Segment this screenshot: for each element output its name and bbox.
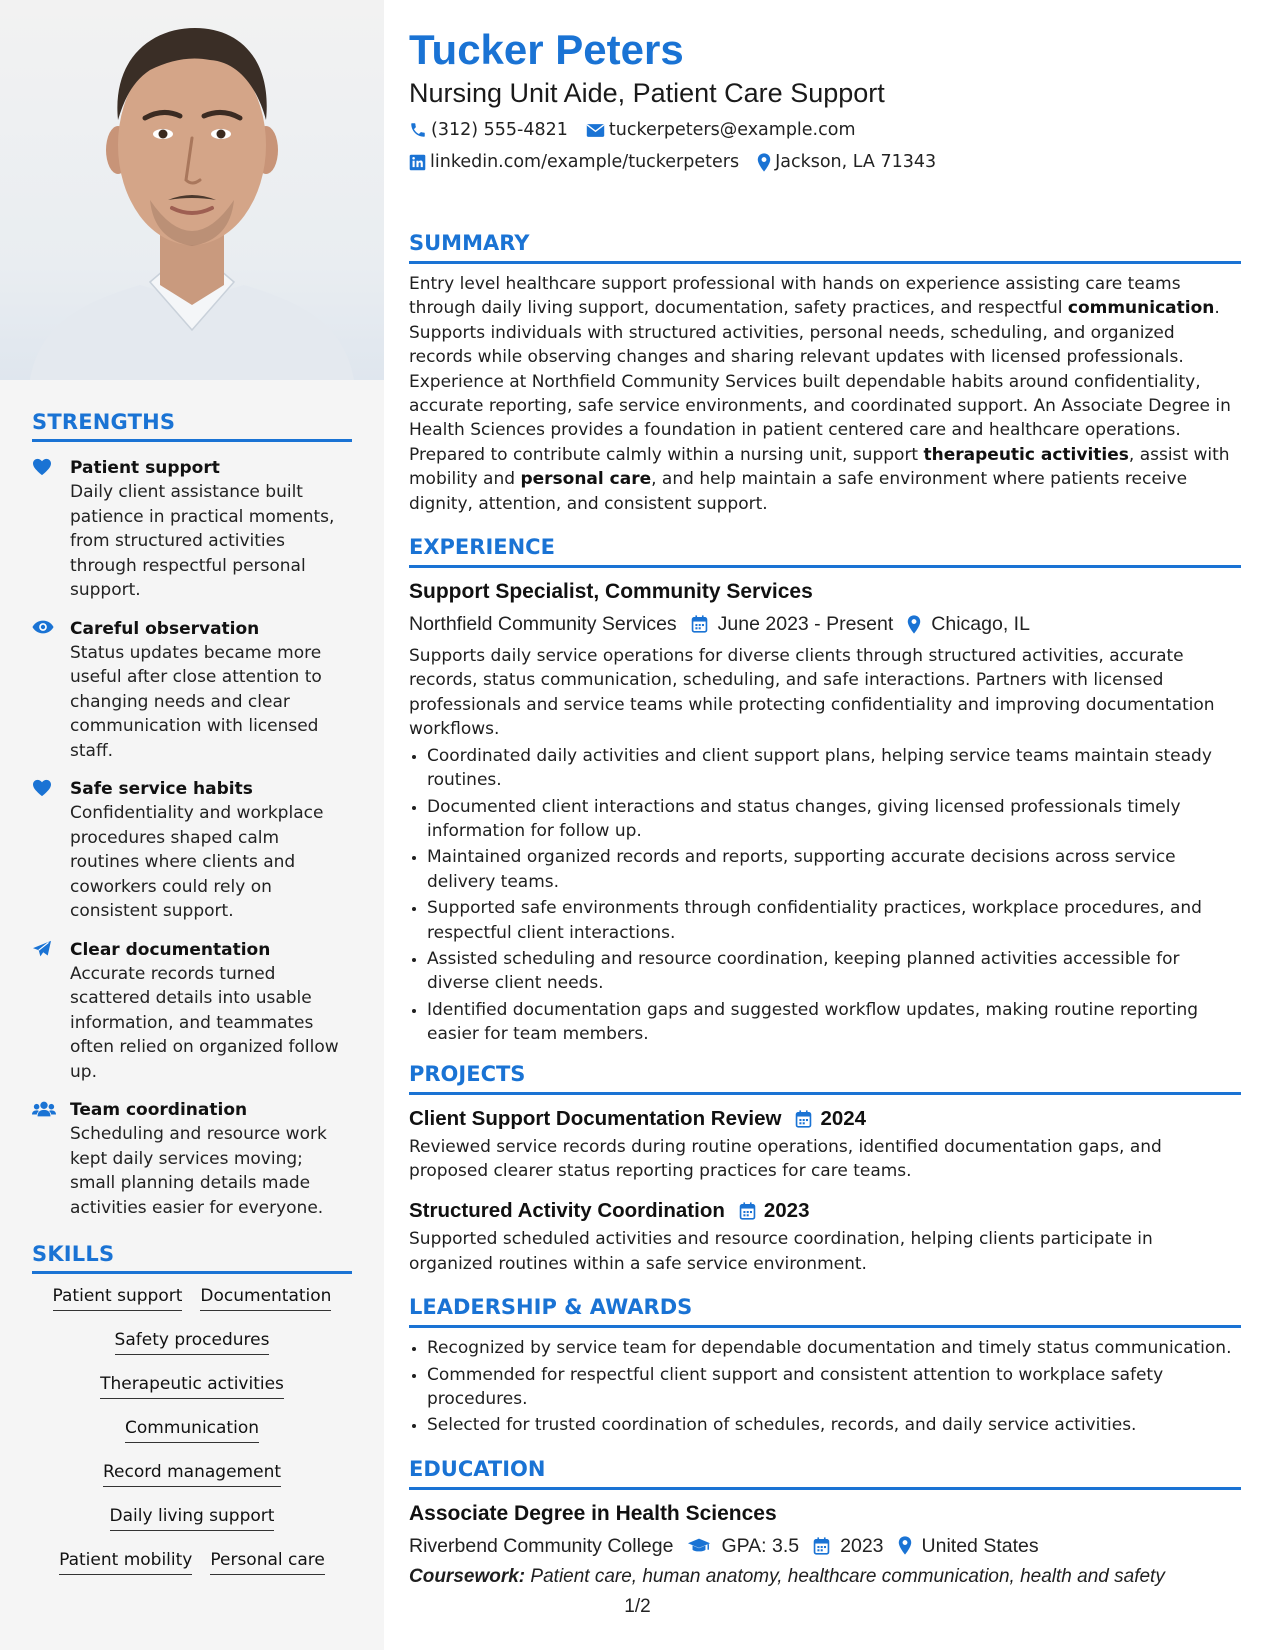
project-title: Client Support Documentation Review xyxy=(409,1106,782,1130)
company-name: Northfield Community Services xyxy=(409,613,677,636)
project-description: Supported scheduled activities and resource coordination, helping clients participate in organized routines within a safe service environment. xyxy=(409,1229,1153,1274)
linkedin-text: linkedin.com/example/tuckerpeters xyxy=(430,152,740,172)
summary-heading: SUMMARY xyxy=(409,230,1241,264)
calendar-icon xyxy=(795,1110,812,1128)
strengths-list xyxy=(32,456,352,1220)
heart-icon xyxy=(32,777,70,924)
strength-item xyxy=(32,1098,352,1220)
strength-title: Safe service habits xyxy=(70,779,253,799)
graduation-cap-icon xyxy=(687,1537,711,1555)
skill-tag: Patient mobility xyxy=(59,1548,192,1575)
project-year: 2024 xyxy=(820,1106,867,1130)
skill-tag: Patient support xyxy=(53,1284,183,1311)
strengths-heading: STRENGTHS xyxy=(32,410,352,442)
main-content xyxy=(409,0,1241,1591)
strength-title: Patient support xyxy=(70,458,220,478)
projects-section xyxy=(409,1061,1241,1277)
job-title: Support Specialist, Community Services xyxy=(409,580,813,604)
school-name: Riverbend Community College xyxy=(409,1534,674,1557)
strength-item xyxy=(32,938,352,1085)
email-contact[interactable] xyxy=(586,118,856,142)
coursework: Coursework: Patient care, human anatomy, healthcare communication, health and safety xyxy=(409,1565,1165,1587)
portrait-illustration xyxy=(0,0,384,380)
education-section xyxy=(409,1456,1241,1591)
project-year: 2023 xyxy=(763,1199,810,1223)
graduation-year: 2023 xyxy=(813,1532,883,1560)
degree-title: Associate Degree in Health Sciences xyxy=(409,1501,777,1525)
eye-icon xyxy=(32,617,70,764)
project-item xyxy=(409,1105,1241,1184)
skill-tag: Safety procedures xyxy=(115,1328,270,1355)
contact-row xyxy=(409,150,1241,174)
skills-heading: SKILLS xyxy=(32,1242,352,1274)
profile-photo xyxy=(0,0,384,380)
page-number: 1/2 xyxy=(624,1596,651,1617)
list-item: • Documented client interactions and status changes, giving licensed professionals timely information for follow up. xyxy=(427,795,1241,844)
strength-description: Daily client assistance built patience in practical moments, from structured activities through respectful personal support. xyxy=(70,482,335,600)
linkedin-contact[interactable] xyxy=(409,150,739,174)
strength-title: Team coordination xyxy=(70,1100,248,1120)
calendar-icon xyxy=(813,1537,830,1555)
users-icon xyxy=(32,1098,70,1220)
heart-icon xyxy=(32,456,70,603)
summary-section xyxy=(409,230,1241,516)
map-pin-icon xyxy=(898,1536,912,1555)
job-location: Chicago, IL xyxy=(907,610,1030,638)
phone-icon xyxy=(409,121,427,139)
skill-tag: Documentation xyxy=(200,1284,331,1311)
list-item: • Selected for trusted coordination of schedules, records, and daily service activities. xyxy=(427,1413,1241,1437)
list-item: • Recognized by service team for dependable documentation and timely status communication. xyxy=(427,1336,1241,1360)
calendar-icon xyxy=(691,615,708,633)
project-description: Reviewed service records during routine operations, identified documentation gaps, and proposed clearer status reporting practices for care teams. xyxy=(409,1136,1162,1181)
strength-description: Confidentiality and workplace procedures shaped calm routines where clients and coworkers could rely on consistent support. xyxy=(70,803,324,921)
candidate-name: Tucker Peters xyxy=(409,26,684,73)
contact-row xyxy=(409,118,1241,142)
strength-description: Accurate records turned scattered details into usable information, and teammates often relied on organized follow up. xyxy=(70,963,339,1082)
strength-item xyxy=(32,777,352,924)
list-item: • Coordinated daily activities and client support plans, helping service teams maintain steady routines. xyxy=(427,744,1241,793)
list-item: • Supported safe environments through confidentiality practices, workplace procedures, and respectful client interactions. xyxy=(427,896,1241,945)
strength-description: Scheduling and resource work kept daily services moving; small planning details made activities easier for everyone. xyxy=(70,1124,327,1218)
candidate-role: Nursing Unit Aide, Patient Care Support xyxy=(409,78,885,108)
leadership-heading: LEADERSHIP & AWARDS xyxy=(409,1294,1241,1328)
skill-tag: Personal care xyxy=(210,1548,325,1575)
job-dates: June 2023 - Present xyxy=(691,610,894,638)
calendar-icon xyxy=(739,1202,756,1220)
strength-title: Careful observation xyxy=(70,618,260,639)
list-item: • Identified documentation gaps and suggested workflow updates, making routine reporting easier for team members. xyxy=(427,998,1241,1047)
project-title: Structured Activity Coordination xyxy=(409,1199,725,1223)
gpa: GPA: 3.5 xyxy=(687,1532,799,1560)
leadership-bullets xyxy=(409,1336,1241,1438)
education-heading: EDUCATION xyxy=(409,1456,1241,1490)
education-location: United States xyxy=(898,1532,1039,1560)
job-description: Supports daily service operations for diverse clients through structured activities, accurate records, status communication, scheduling, and safe interactions. Partners with licensed professionals and service teams while protecting confidentiality and improving documentation workflows. xyxy=(409,646,1215,740)
phone-text: (312) 555-4821 xyxy=(431,120,568,140)
job-bullets xyxy=(409,744,1241,1047)
list-item: • Commended for respectful client support and consistent attention to workplace safety procedures. xyxy=(427,1363,1241,1412)
paper-plane-icon xyxy=(32,938,70,1085)
strength-item xyxy=(32,617,352,764)
education-meta xyxy=(409,1532,1241,1560)
map-pin-icon xyxy=(907,615,921,634)
skill-tag: Communication xyxy=(125,1416,259,1443)
projects-heading: PROJECTS xyxy=(409,1061,1241,1095)
location-contact xyxy=(757,150,936,174)
email-text: tuckerpeters@example.com xyxy=(608,120,856,140)
skills-list xyxy=(32,1284,352,1575)
summary-text: Entry level healthcare support professional with hands on experience assisting care teams through daily living support, documentation, safety practices, and respectful communication. Supports individuals with structured activities, personal needs, scheduling, and organized records while observing changes and sharing relevant updates with licensed professionals. Experience at Northfield Community Services built dependable habits around confidentiality, accurate reporting, safe service environments, and coordinated support. An Associate Degree in Health Sciences provides a foundation in patient centered care and healthcare operations. Prepared to contribute calmly within a nursing unit, support therapeutic activities, assist with mobility and personal care, and help maintain a safe environment where patients receive dignity, attention, and consistent support. xyxy=(409,274,1231,514)
envelope-icon xyxy=(586,123,605,138)
strength-item xyxy=(32,456,352,603)
job-meta xyxy=(409,610,1241,638)
phone-contact[interactable] xyxy=(409,118,568,142)
linkedin-icon xyxy=(409,154,426,171)
list-item: • Assisted scheduling and resource coordination, keeping planned activities accessible for diverse client needs. xyxy=(427,947,1241,996)
strength-title: Clear documentation xyxy=(70,939,271,960)
project-item xyxy=(409,1197,1241,1276)
skill-tag: Daily living support xyxy=(110,1504,275,1531)
leadership-section xyxy=(409,1294,1241,1438)
list-item: • Maintained organized records and reports, supporting accurate decisions across service delivery teams. xyxy=(427,845,1241,894)
map-pin-icon xyxy=(757,153,771,172)
experience-section xyxy=(409,534,1241,1047)
location-text: Jackson, LA 71343 xyxy=(775,152,937,172)
strength-description: Status updates became more useful after close attention to changing needs and clear communication with licensed staff. xyxy=(70,642,322,761)
sidebar xyxy=(0,0,384,1650)
experience-heading: EXPERIENCE xyxy=(409,534,1241,568)
skill-tag: Therapeutic activities xyxy=(100,1372,284,1399)
skill-tag: Record management xyxy=(103,1460,281,1487)
